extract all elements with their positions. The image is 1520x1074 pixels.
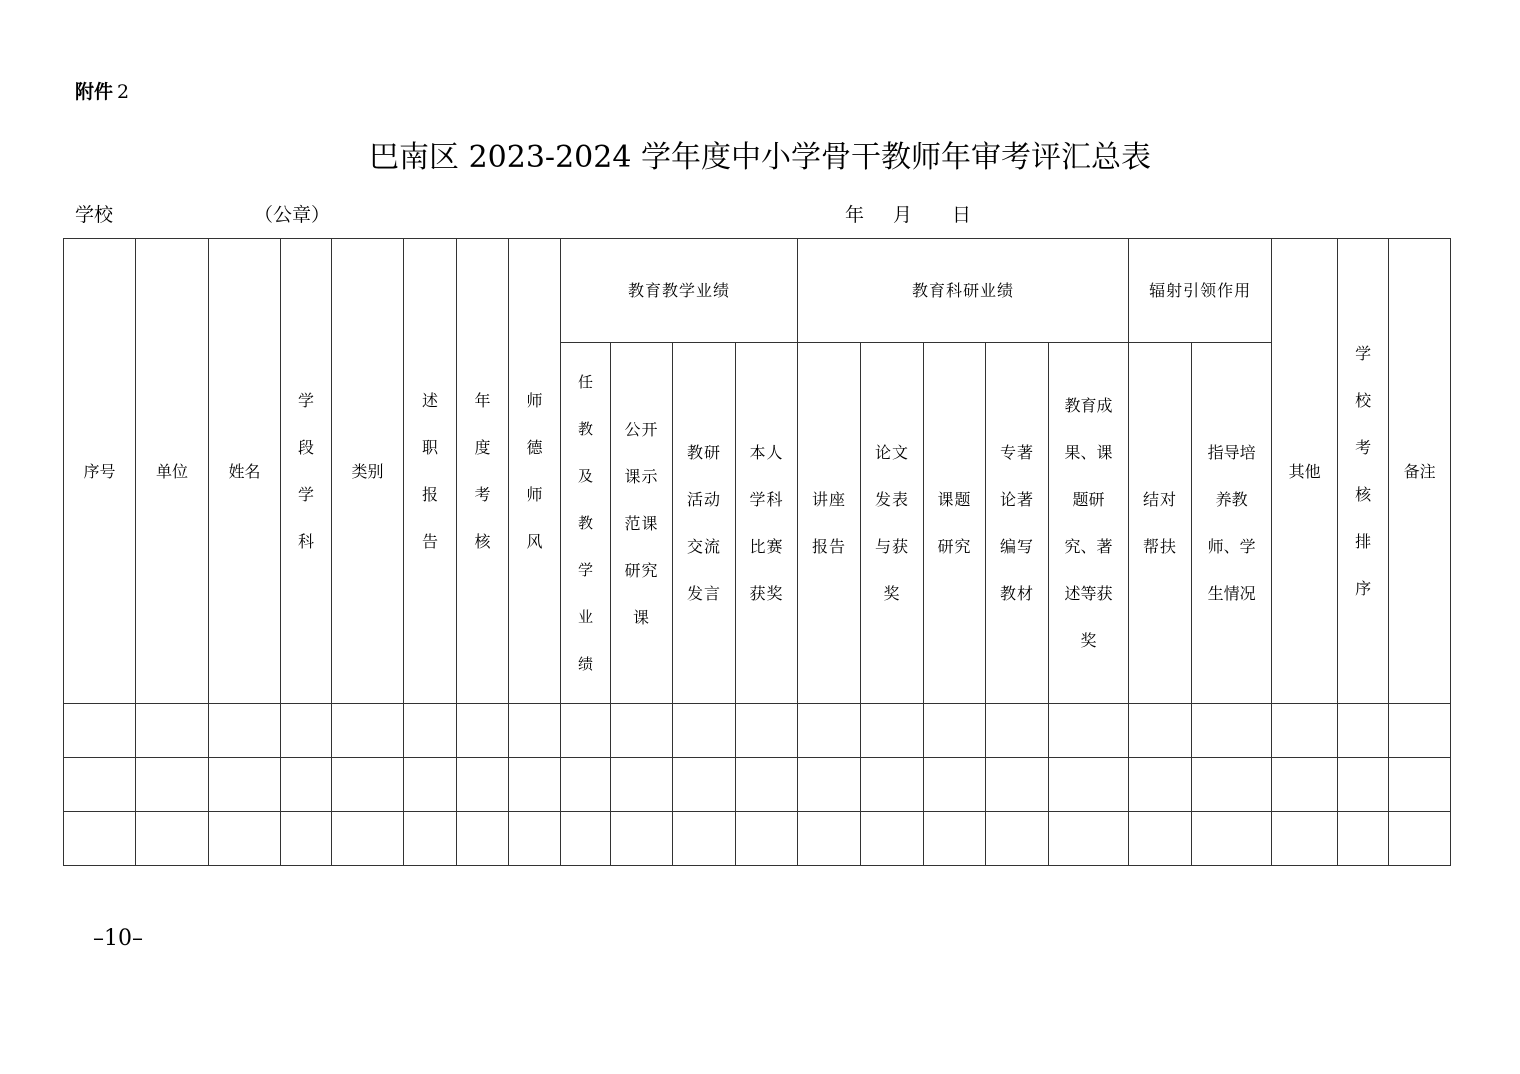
attachment-number: 2 xyxy=(117,81,130,103)
day-label: 日 xyxy=(952,204,972,226)
header-ethics: 师德师风 xyxy=(509,239,561,704)
table-cell[interactable] xyxy=(64,812,136,866)
table-cell[interactable] xyxy=(332,812,404,866)
header-sub-lecture: 讲座报告 xyxy=(798,343,861,704)
header-report: 述职报告 xyxy=(404,239,457,704)
table-cell[interactable] xyxy=(798,704,861,758)
table-cell[interactable] xyxy=(611,758,673,812)
table-cell[interactable] xyxy=(611,812,673,866)
table-cell[interactable] xyxy=(1129,704,1192,758)
table-cell[interactable] xyxy=(404,812,457,866)
header-other: 其他 xyxy=(1272,239,1338,704)
table-row xyxy=(64,704,1451,758)
header-sub-papers: 论文发表与获奖 xyxy=(861,343,924,704)
table-cell[interactable] xyxy=(561,704,611,758)
header-sub-mentoring: 指导培养教师、学生情况 xyxy=(1192,343,1272,704)
school-label: 学校 xyxy=(75,204,114,226)
header-sub-achievement-awards: 教育成果、课题研究、著述等获奖 xyxy=(1049,343,1129,704)
table-cell[interactable] xyxy=(1272,812,1338,866)
table-cell[interactable] xyxy=(457,812,509,866)
table-cell[interactable] xyxy=(1389,758,1451,812)
table-cell[interactable] xyxy=(509,812,561,866)
table-cell[interactable] xyxy=(136,704,209,758)
table-cell[interactable] xyxy=(798,758,861,812)
month-label: 月 xyxy=(893,204,913,226)
table-cell[interactable] xyxy=(798,812,861,866)
table-cell[interactable] xyxy=(1049,812,1129,866)
table-cell[interactable] xyxy=(1129,812,1192,866)
table-cell[interactable] xyxy=(1389,704,1451,758)
table-cell[interactable] xyxy=(986,812,1049,866)
header-remark: 备注 xyxy=(1389,239,1451,704)
header-annual: 年度考核 xyxy=(457,239,509,704)
header-sub-subject-competition: 本人学科比赛获奖 xyxy=(736,343,798,704)
table-cell[interactable] xyxy=(861,704,924,758)
header-row-1 xyxy=(64,239,1451,343)
header-group-research: 教育科研业绩 xyxy=(798,239,1129,343)
table-cell[interactable] xyxy=(136,812,209,866)
table-row xyxy=(64,758,1451,812)
table-cell[interactable] xyxy=(861,758,924,812)
table-cell[interactable] xyxy=(64,758,136,812)
header-category: 类别 xyxy=(332,239,404,704)
table-cell[interactable] xyxy=(736,812,798,866)
table-cell[interactable] xyxy=(1338,812,1389,866)
header-sub-open-class: 公开课示范课研究课 xyxy=(611,343,673,704)
table-cell[interactable] xyxy=(332,758,404,812)
table-cell[interactable] xyxy=(1049,758,1129,812)
table-cell[interactable] xyxy=(673,758,736,812)
table-cell[interactable] xyxy=(1272,758,1338,812)
header-sub-research-activity: 教研活动交流发言 xyxy=(673,343,736,704)
table-cell[interactable] xyxy=(281,704,332,758)
table-cell[interactable] xyxy=(986,758,1049,812)
table-cell[interactable] xyxy=(1272,704,1338,758)
table-cell[interactable] xyxy=(509,704,561,758)
table-cell[interactable] xyxy=(611,704,673,758)
header-name: 姓名 xyxy=(209,239,281,704)
table-cell[interactable] xyxy=(404,758,457,812)
year-label: 年 xyxy=(845,204,865,226)
table-cell[interactable] xyxy=(1338,758,1389,812)
header-sub-pairing: 结对帮扶 xyxy=(1129,343,1192,704)
table-cell[interactable] xyxy=(332,704,404,758)
header-seq: 序号 xyxy=(64,239,136,704)
table-row xyxy=(64,812,1451,866)
table-cell[interactable] xyxy=(404,704,457,758)
header-group-leading: 辐射引领作用 xyxy=(1129,239,1272,343)
page-number: –10– xyxy=(93,926,143,951)
header-stage-subject: 学段学科 xyxy=(281,239,332,704)
table-cell[interactable] xyxy=(561,758,611,812)
table-cell[interactable] xyxy=(281,758,332,812)
table-cell[interactable] xyxy=(924,758,986,812)
header-sub-monographs: 专著论著编写教材 xyxy=(986,343,1049,704)
table-cell[interactable] xyxy=(986,704,1049,758)
header-group-teaching: 教育教学业绩 xyxy=(561,239,798,343)
table-cell[interactable] xyxy=(736,758,798,812)
table-cell[interactable] xyxy=(136,758,209,812)
header-unit: 单位 xyxy=(136,239,209,704)
table-cell[interactable] xyxy=(209,758,281,812)
table-cell[interactable] xyxy=(924,704,986,758)
table-cell[interactable] xyxy=(924,812,986,866)
table-cell[interactable] xyxy=(1049,704,1129,758)
seal-label: （公章） xyxy=(254,204,331,226)
summary-table xyxy=(63,238,1451,866)
table-cell[interactable] xyxy=(673,812,736,866)
table-cell[interactable] xyxy=(1389,812,1451,866)
table-cell[interactable] xyxy=(736,704,798,758)
attachment-label xyxy=(75,77,129,104)
header-sub-teaching-performance: 任教及教学业绩 xyxy=(561,343,611,704)
attachment-text: 附件 xyxy=(75,81,114,103)
table-cell[interactable] xyxy=(1192,758,1272,812)
table-cell[interactable] xyxy=(1129,758,1192,812)
table-cell[interactable] xyxy=(1192,812,1272,866)
table-cell[interactable] xyxy=(457,758,509,812)
table-cell[interactable] xyxy=(561,812,611,866)
table-cell[interactable] xyxy=(457,704,509,758)
header-sub-projects: 课题研究 xyxy=(924,343,986,704)
table-cell[interactable] xyxy=(673,704,736,758)
table-cell[interactable] xyxy=(209,812,281,866)
table-cell[interactable] xyxy=(281,812,332,866)
header-rank: 学校考核排序 xyxy=(1338,239,1389,704)
table-cell[interactable] xyxy=(861,812,924,866)
page-title: 巴南区 2023-2024 学年度中小学骨干教师年审考评汇总表 xyxy=(369,140,1151,175)
table-cell[interactable] xyxy=(209,704,281,758)
table-cell[interactable] xyxy=(1338,704,1389,758)
table-cell[interactable] xyxy=(1192,704,1272,758)
table-cell[interactable] xyxy=(509,758,561,812)
table-cell[interactable] xyxy=(64,704,136,758)
